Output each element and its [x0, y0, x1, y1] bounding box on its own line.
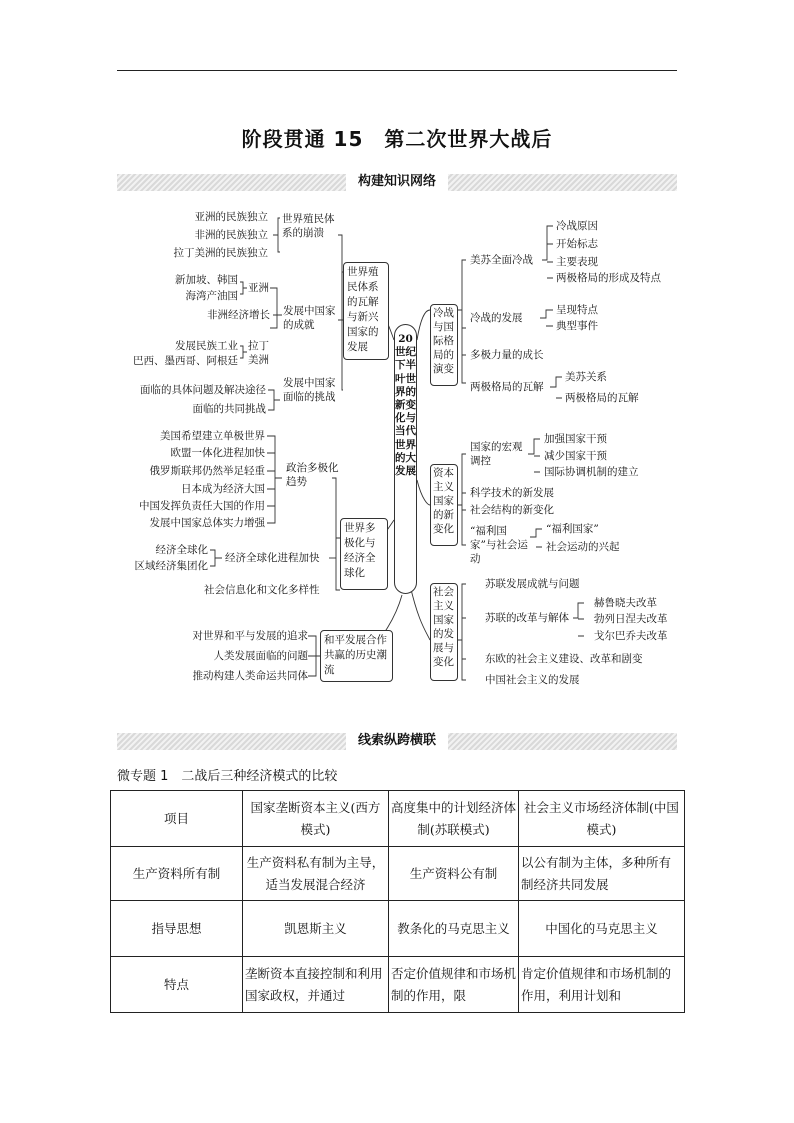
list-item: 苏联发展成就与问题 — [485, 578, 580, 590]
list-item: 美苏关系 — [565, 371, 607, 383]
list-item: 非洲的民族独立 — [194, 229, 268, 241]
table-cell: 凯恩斯主义 — [243, 901, 389, 957]
list-item: 开始标志 — [556, 238, 598, 250]
mind-map — [110, 200, 690, 695]
table-row — [111, 791, 685, 847]
list-item: 对世界和平与发展的追求 — [192, 630, 308, 642]
list-item: 海湾产油国 — [185, 290, 238, 302]
table-header-cell: 国家垄断资本主义(西方模式) — [243, 791, 389, 847]
list-item: 社会运动的兴起 — [546, 541, 620, 553]
branch-multipolar: 世界多极化与经济全球化 — [340, 518, 388, 590]
table-cell: 生产资料私有制为主导，适当发展混合经济 — [243, 847, 389, 901]
list-item: 科学技术的新发展 — [470, 487, 554, 499]
table-cell: 特点 — [111, 957, 243, 1013]
challenge-label: 发展中国家面临的挑战 — [283, 377, 336, 403]
collapse-label: 世界殖民体系的崩溃 — [282, 213, 335, 239]
list-item: 日本成为经济大国 — [181, 483, 265, 495]
section-banner-clues — [117, 733, 677, 750]
list-item: 中国发挥负责任大国的作用 — [139, 500, 265, 512]
branch-socialism: 社会主义国家的发展与变化 — [430, 583, 458, 681]
list-item: 减少国家干预 — [544, 450, 607, 462]
list-item: 欧盟一体化进程加快 — [170, 447, 265, 459]
list-item: 中国社会主义的发展 — [485, 674, 580, 686]
center-topic: 20世纪下半叶世界的新变化与当代世界的大发展 — [394, 324, 417, 594]
list-item: 加强国家干预 — [544, 433, 607, 445]
region-latam: 拉丁美洲 — [248, 340, 269, 366]
table-row — [111, 847, 685, 901]
table-header-cell: 社会主义市场经济体制(中国模式) — [519, 791, 685, 847]
topic-title: 微专题 1 二战后三种经济模式的比较 — [117, 769, 338, 784]
table-header-cell: 高度集中的计划经济体制(苏联模式) — [389, 791, 519, 847]
list-item: 两极格局的形成及特点 — [556, 272, 661, 284]
macro-label: 国家的宏观调控 — [470, 441, 523, 467]
list-item: 新加坡、韩国 — [175, 274, 238, 286]
us-ussr-label: 美苏全面冷战 — [470, 254, 533, 266]
header-rule — [117, 70, 677, 71]
list-item: 发展中国家总体实力增强 — [149, 517, 265, 529]
section-banner-knowledge — [117, 174, 677, 191]
branch-colony: 世界殖民体系的瓦解与新兴国家的发展 — [343, 262, 389, 360]
list-item: 赫鲁晓夫改革 — [594, 597, 657, 609]
list-item: 经济全球化 — [155, 544, 208, 556]
list-item: “福利国家” — [546, 523, 599, 535]
list-item: 俄罗斯联邦仍然举足轻重 — [149, 465, 265, 477]
table-cell: 教条化的马克思主义 — [389, 901, 519, 957]
list-item: 发展民族工业 — [175, 340, 238, 352]
list-item: 呈现特点 — [556, 304, 598, 316]
page-title: 阶段贯通 15 第二次世界大战后 — [241, 127, 553, 151]
list-item: 面临的具体问题及解决途径 — [140, 384, 266, 396]
growth-label: 发展中国家的成就 — [283, 305, 336, 331]
list-item: 亚洲的民族独立 — [194, 211, 268, 223]
table-cell: 否定价值规律和市场机制的作用，限 — [389, 957, 519, 1013]
list-item: 推动构建人类命运共同体 — [192, 670, 308, 682]
comparison-table — [110, 790, 685, 1013]
table-row — [111, 901, 685, 957]
list-item: 区域经济集团化 — [134, 560, 208, 572]
welfare-label: “福利国家”与社会运动 — [470, 525, 528, 565]
list-item: 冷战原因 — [556, 220, 598, 232]
list-item: 典型事件 — [556, 320, 598, 332]
table-cell: 肯定价值规律和市场机制的作用，利用计划和 — [519, 957, 685, 1013]
table-cell: 中国化的马克思主义 — [519, 901, 685, 957]
list-item: 国际协调机制的建立 — [544, 466, 639, 478]
branch-peace: 和平发展合作共赢的历史潮流 — [320, 630, 393, 682]
list-item: 勃列日涅夫改革 — [594, 613, 668, 625]
list-item: 面临的共同挑战 — [192, 403, 266, 415]
table-cell: 生产资料所有制 — [111, 847, 243, 901]
list-item: 多极力量的成长 — [470, 349, 544, 361]
list-item: 美国希望建立单极世界 — [160, 430, 265, 442]
develop-label: 冷战的发展 — [470, 312, 523, 324]
section-label: 线索纵跨横联 — [346, 731, 448, 751]
table-row — [111, 957, 685, 1013]
table-cell: 垄断资本直接控制和利用国家政权，并通过 — [243, 957, 389, 1013]
list-item: 巴西、墨西哥、阿根廷 — [133, 355, 238, 367]
list-item: 主要表现 — [556, 256, 598, 268]
branch-coldwar: 冷战与国际格局的演变 — [430, 304, 458, 386]
list-item: 拉丁美洲的民族独立 — [173, 247, 268, 259]
branch-capitalism: 资本主义国家的新变化 — [430, 464, 458, 546]
economy-label: 经济全球化进程加快 — [225, 552, 320, 564]
list-item: 戈尔巴乔夫改革 — [594, 630, 668, 642]
table-cell: 指导思想 — [111, 901, 243, 957]
table-header-cell: 项目 — [111, 791, 243, 847]
region-asia: 亚洲 — [248, 282, 269, 294]
list-item: 社会信息化和文化多样性 — [204, 584, 320, 596]
table-cell: 以公有制为主体，多种所有制经济共同发展 — [519, 847, 685, 901]
list-item: 人类发展面临的问题 — [213, 650, 308, 662]
politics-label: 政治多极化趋势 — [286, 462, 339, 488]
collapse-label: 两极格局的瓦解 — [470, 381, 544, 393]
list-item: 非洲经济增长 — [207, 309, 270, 321]
list-item: 东欧的社会主义建设、改革和剧变 — [485, 653, 643, 665]
list-item: 社会结构的新变化 — [470, 504, 554, 516]
list-item: 两极格局的瓦解 — [565, 392, 639, 404]
reform-label: 苏联的改革与解体 — [485, 612, 569, 624]
section-label: 构建知识网络 — [346, 172, 448, 192]
table-cell: 生产资料公有制 — [389, 847, 519, 901]
